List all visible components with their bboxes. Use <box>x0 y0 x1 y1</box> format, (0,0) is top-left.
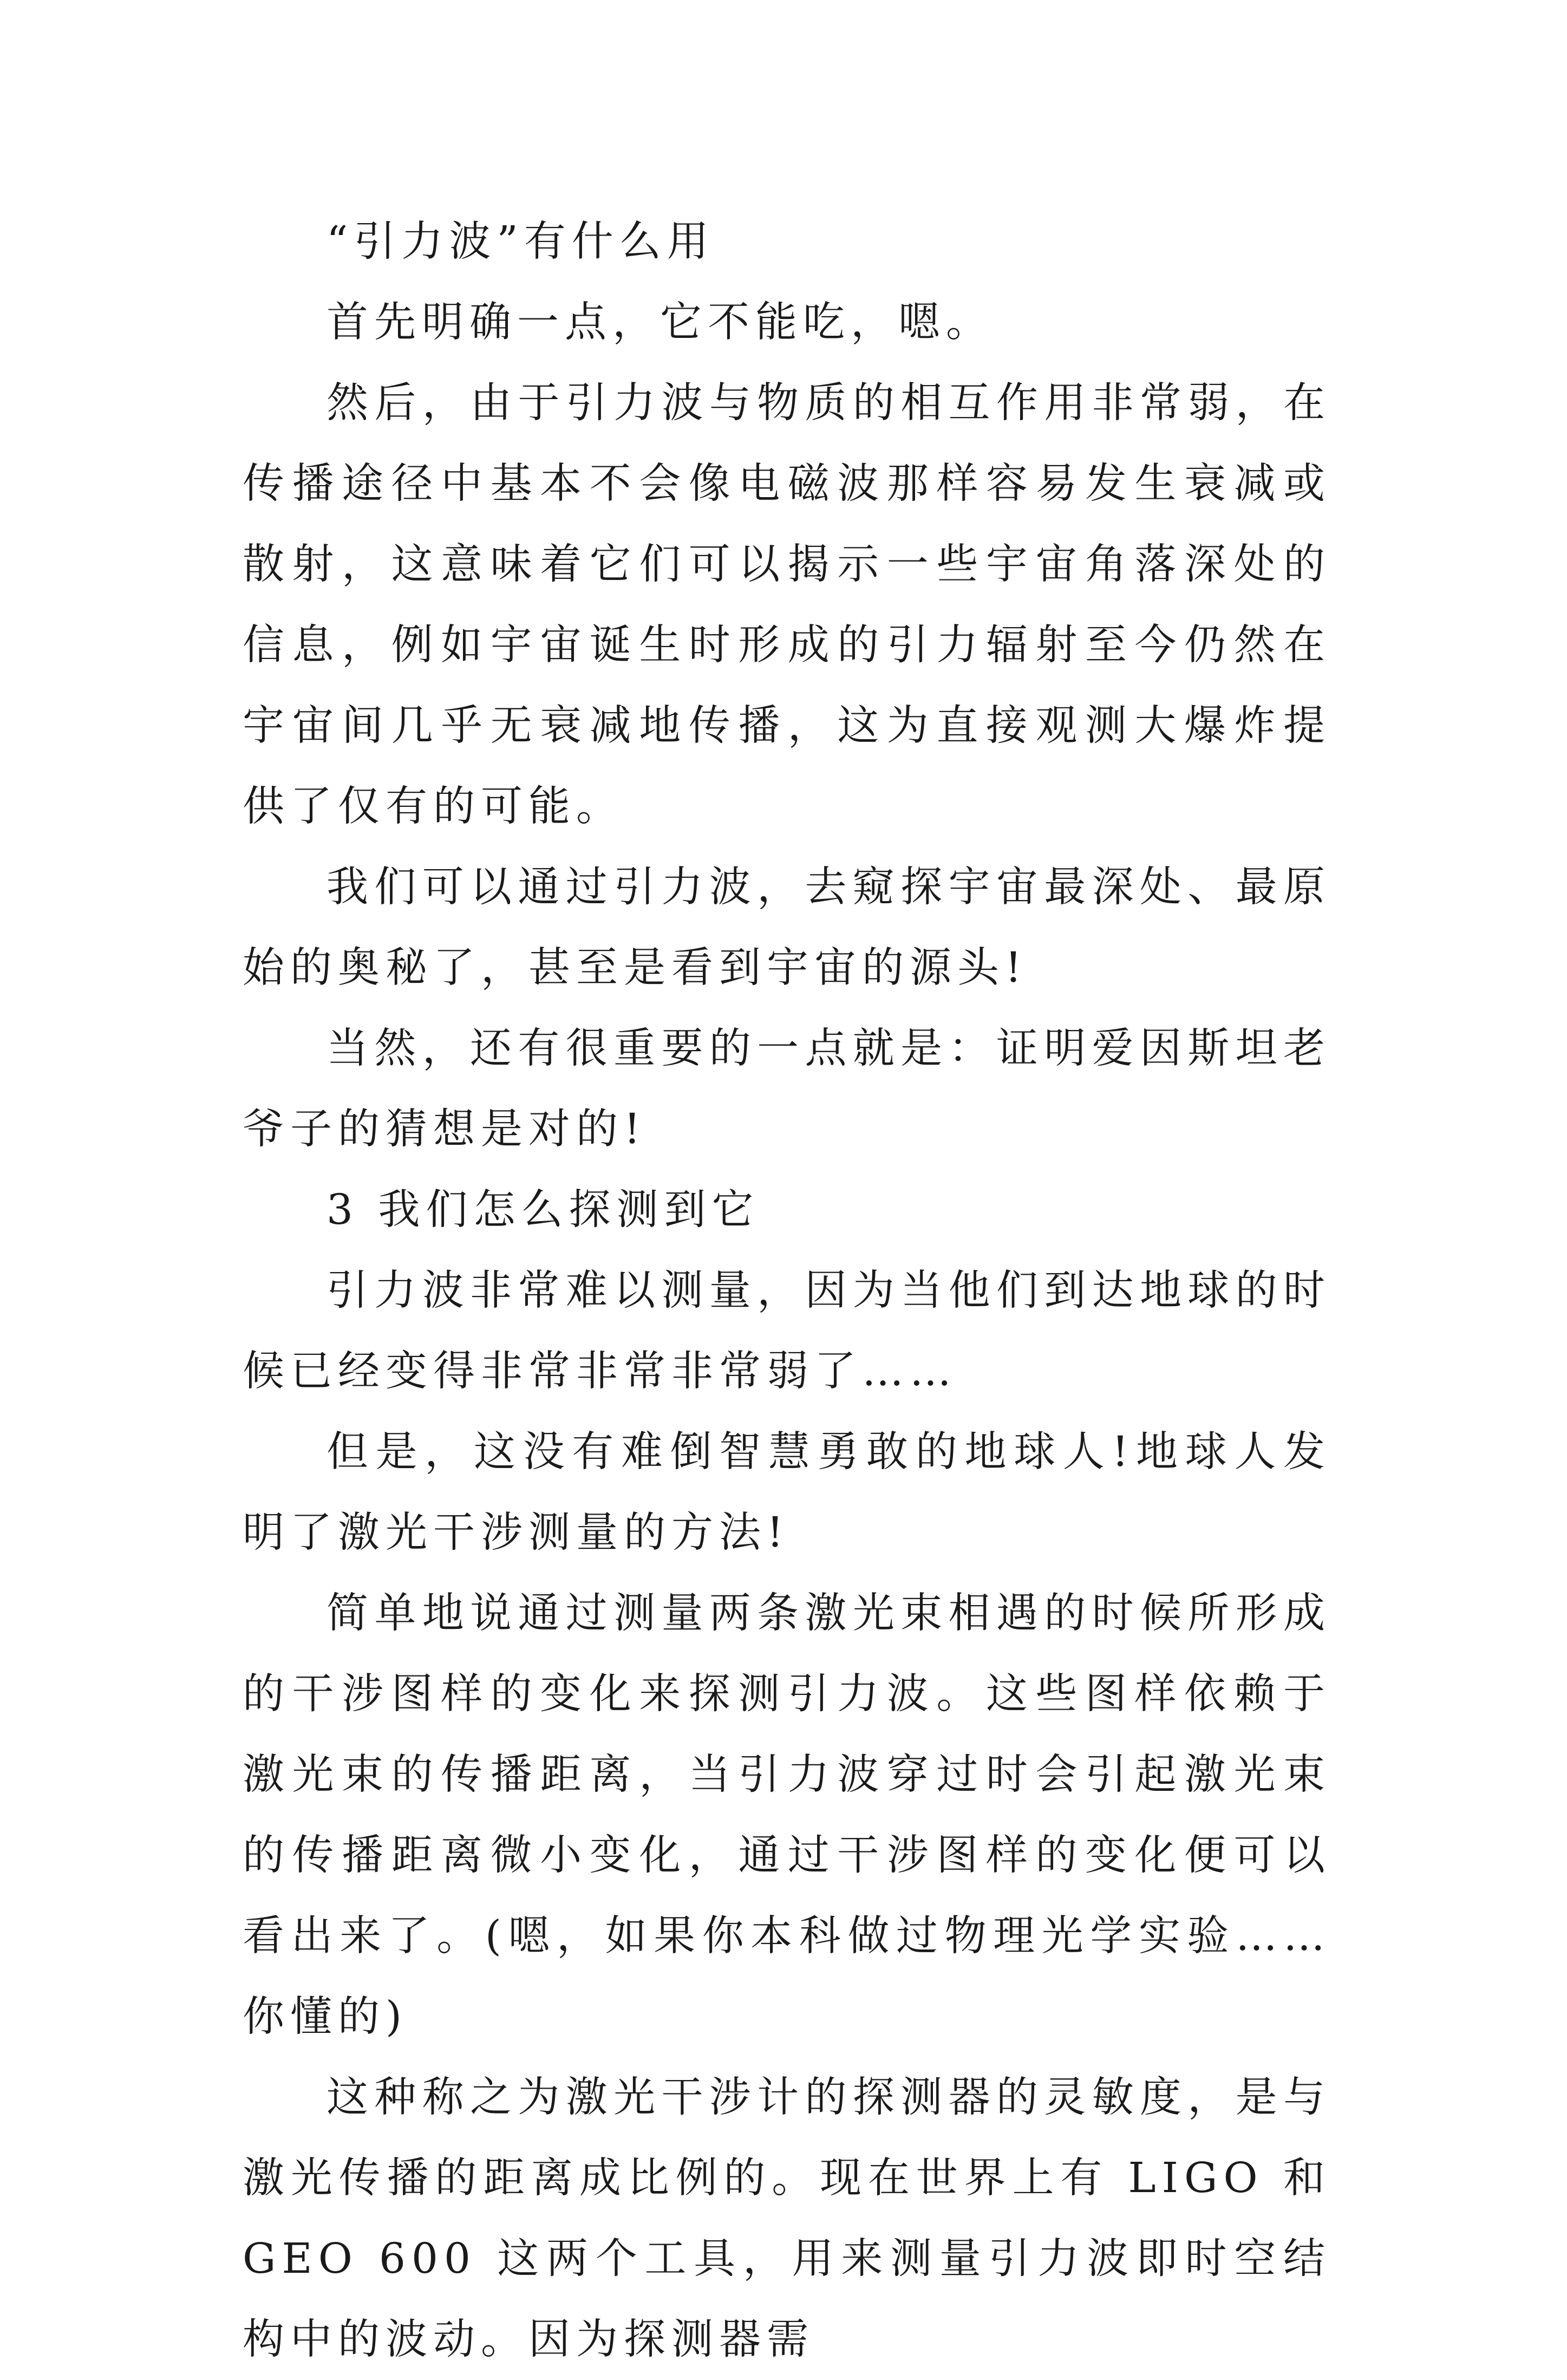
paragraph: 但是，这没有难倒智慧勇敢的地球人!地球人发明了激光干涉测量的方法! <box>243 1428 1331 1557</box>
paragraph: 简单地说通过测量两条激光束相遇的时候所形成的干涉图样的变化来探测引力波。这些图样依赖于激光束的传播距离，当引力波穿过时会引起激光束的传播距离微小变化，通过干涉图样的变化便可以看出来了。(嗯，如果你本科做过物理光学实验……你懂的) <box>243 1589 1331 2041</box>
section-heading-gravitational-wave-use: “引力波”有什么用 <box>327 218 715 266</box>
paragraph: 这种称之为激光干涉计的探测器的灵敏度，是与激光传播的距离成比例的。现在世界上有 LIGO 和 GEO 600 这两个工具，用来测量引力波即时空结构中的波动。因为探测器需 <box>243 2073 1331 2364</box>
document-body <box>243 201 1331 2380</box>
section-heading-detection: 3 我们怎么探测到它 <box>327 1186 760 1234</box>
paragraph: 然后，由于引力波与物质的相互作用非常弱，在传播途径中基本不会像电磁波那样容易发生衰减或散射，这意味着它们可以揭示一些宇宙角落深处的信息，例如宇宙诞生时形成的引力辐射至今仍然在宇宙间几乎无衰减地传播，这为直接观测大爆炸提供了仅有的可能。 <box>243 379 1331 831</box>
paragraph: 当然，还有很重要的一点就是：证明爱因斯坦老爷子的猜想是对的! <box>243 1025 1331 1153</box>
paragraph: 引力波非常难以测量，因为当他们到达地球的时候已经变得非常非常非常弱了…… <box>243 1267 1331 1396</box>
paragraph: 首先明确一点，它不能吃，嗯。 <box>327 298 994 347</box>
paragraph: 我们可以通过引力波，去窥探宇宙最深处、最原始的奥秘了，甚至是看到宇宙的源头! <box>243 863 1331 992</box>
